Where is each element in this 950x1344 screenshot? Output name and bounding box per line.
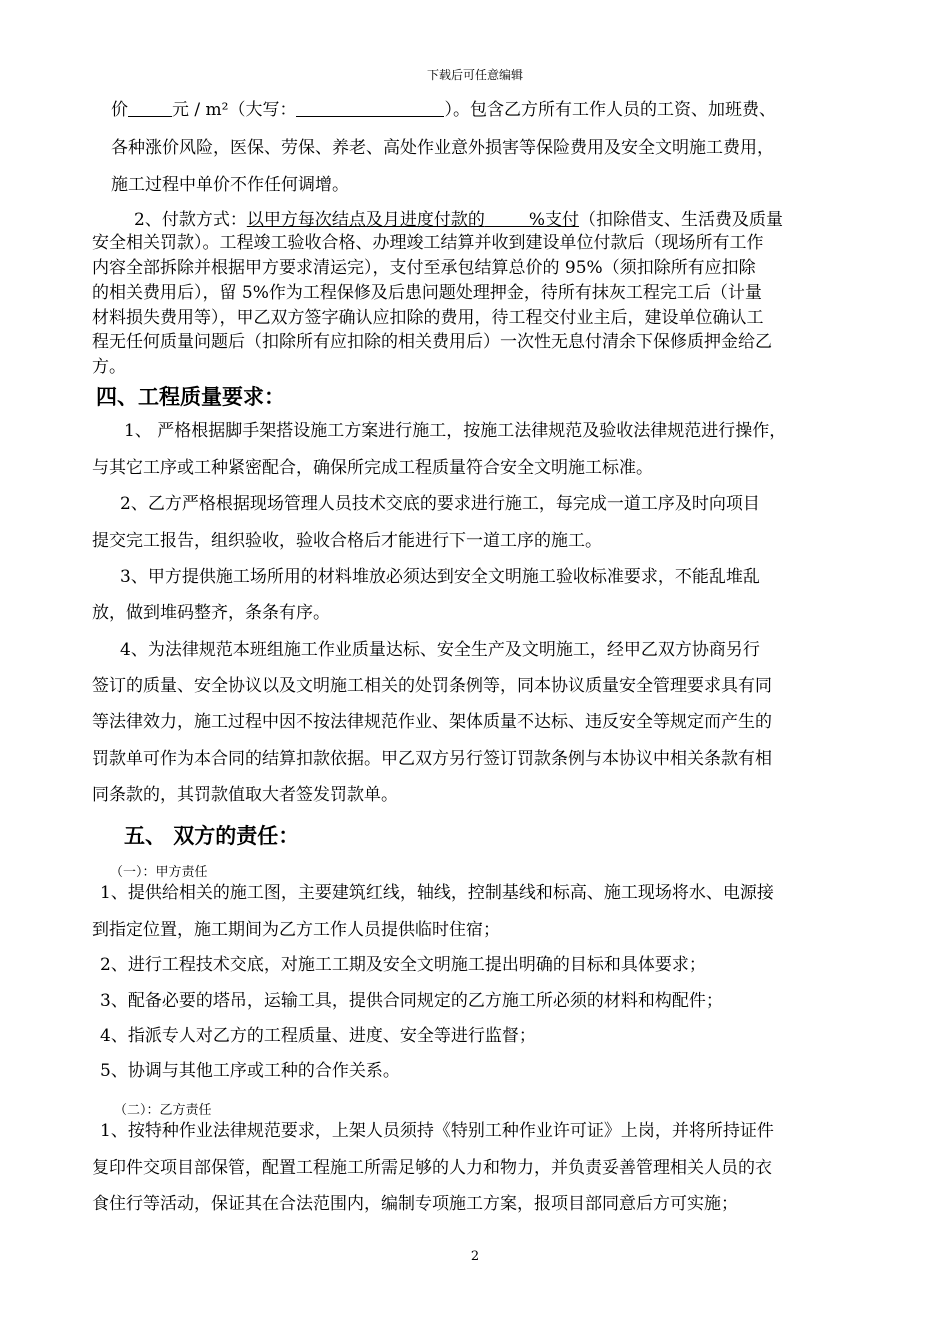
page-header: 下载后可任意编辑 — [426, 68, 523, 82]
page-number: 2 — [470, 1249, 480, 1264]
paragraph-line: 等法律效力，施工过程中因不按法律规范作业、架体质量不达标、违反安全等规定而产生的 — [92, 712, 772, 732]
paragraph-line: 程无任何质量问题后（扣除所有应扣除的相关费用后）一次性无息付清余下保修质押金给乙 — [92, 332, 772, 352]
payment-line — [134, 208, 783, 230]
payment-rest: （扣除借支、生活费及质量 — [578, 210, 783, 230]
price-line — [111, 98, 776, 120]
payment-terms: 以甲方每次结点及月进度付款的 — [246, 210, 485, 230]
payment-percent-label: %支付 — [528, 210, 579, 230]
paragraph-line: 2、进行工程技术交底，对施工工期及安全文明施工提出明确的目标和具体要求； — [100, 955, 706, 975]
paragraph-line: 各种涨价风险，医保、劳保、养老、高处作业意外损害等保险费用及安全文明施工费用， — [111, 138, 774, 158]
paragraph-line: 1、按特种作业法律规范要求，上架人员须持《特别工种作业许可证》上岗，并将所持证件 — [100, 1121, 774, 1141]
paragraph-line: 到指定位置，施工期间为乙方工作人员提供临时住宿； — [92, 920, 500, 940]
price-suffix: ）。包含乙方所有工作人员的工资、加班费、 — [444, 100, 776, 120]
paragraph-line: 材料损失费用等），甲乙双方签字确认应扣除的费用，待工程交付业主后，建设单位确认工 — [92, 308, 764, 328]
paragraph-line: 5、协调与其他工序或工种的合作关系。 — [100, 1061, 400, 1081]
paragraph-line: 签订的质量、安全协议以及文明施工相关的处罚条例等，同本协议质量安全管理要求具有同 — [92, 676, 772, 696]
subsection-heading: （一）：甲方责任 — [110, 865, 208, 880]
paragraph-line: 1、提供给相关的施工图，主要建筑红线，轴线，控制基线和标高、施工现场将水、电源接 — [100, 883, 774, 903]
paragraph-line: 的相关费用后），留 5%作为工程保修及后患问题处理押金，待所有抹灰工程完工后（计量 — [92, 283, 762, 303]
paragraph-line: 复印件交项目部保管，配置工程施工所需足够的人力和物力，并负责妥善管理相关人员的衣 — [92, 1158, 772, 1178]
paragraph-line: 3、甲方提供施工场所用的材料堆放必须达到安全文明施工验收标准要求，不能乱堆乱 — [120, 567, 760, 587]
paragraph-line: 内容全部拆除并根据甲方要求清运完），支付至承包结算总价的 95%（须扣除所有应扣除 — [92, 258, 756, 278]
section-heading: 四、工程质量要求： — [96, 385, 285, 409]
paragraph-line: 施工过程中单价不作任何调增。 — [111, 175, 349, 195]
price-blank — [128, 98, 172, 117]
price-prefix: 价 — [111, 100, 128, 120]
paragraph-line: 安全相关罚款）。工程竣工验收合格、办理竣工结算并收到建设单位付款后（现场所有工作 — [92, 233, 764, 253]
paragraph-line: 方。 — [92, 357, 126, 377]
payment-percent-blank — [485, 208, 529, 227]
subsection-heading: （二）：乙方责任 — [114, 1103, 212, 1118]
payment-label: 2、付款方式： — [134, 210, 247, 230]
section-heading: 五、 双方的责任： — [124, 824, 300, 848]
paragraph-line: 1、 严格根据脚手架搭设施工方案进行施工，按施工法律规范及验收法律规范进行操作， — [124, 421, 787, 441]
price-words-blank — [296, 98, 444, 117]
paragraph-line: 提交完工报告，组织验收，验收合格后才能进行下一道工序的施工。 — [92, 531, 602, 551]
paragraph-line: 2、乙方严格根据现场管理人员技术交底的要求进行施工，每完成一道工序及时向项目 — [120, 494, 760, 514]
paragraph-line: 4、为法律规范本班组施工作业质量达标、安全生产及文明施工，经甲乙双方协商另行 — [120, 640, 760, 660]
paragraph-line: 罚款单可作为本合同的结算扣款依据。甲乙双方另行签订罚款条例与本协议中相关条款有相 — [92, 749, 772, 769]
paragraph-line: 同条款的，其罚款值取大者签发罚款单。 — [92, 785, 398, 805]
paragraph-line: 与其它工序或工种紧密配合，确保所完成工程质量符合安全文明施工标准。 — [92, 458, 653, 478]
paragraph-line: 3、配备必要的塔吊，运输工具，提供合同规定的乙方施工所必须的材料和构配件； — [100, 991, 723, 1011]
price-unit: 元 / m²（大写： — [172, 100, 297, 120]
paragraph-line: 放，做到堆码整齐，条条有序。 — [92, 603, 330, 623]
paragraph-line: 食住行等活动，保证其在合法范围内，编制专项施工方案，报项目部同意后方可实施； — [92, 1194, 738, 1214]
paragraph-line: 4、指派专人对乙方的工程质量、进度、安全等进行监督； — [100, 1026, 536, 1046]
